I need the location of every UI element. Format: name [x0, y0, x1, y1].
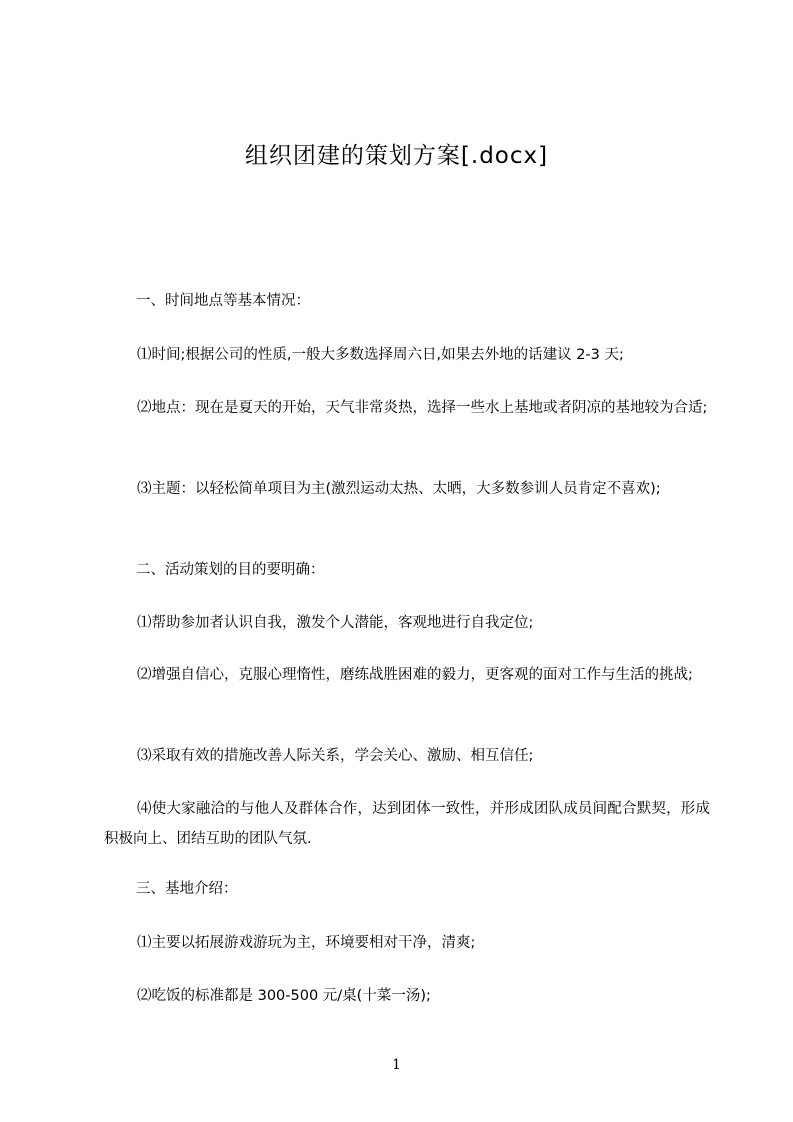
section-1-item-1: ⑴时间;根据公司的性质,一般大多数选择周六日,如果去外地的话建议 2-3 天;	[137, 347, 624, 363]
section-3-item-2: ⑵吃饭的标准都是 300-500 元/桌(十菜一汤);	[137, 988, 431, 1004]
section-3-item-1: ⑴主要以拓展游戏游玩为主，环境要相对干净，清爽;	[137, 935, 476, 951]
section-2-heading: 二、活动策划的目的要明确：	[136, 562, 325, 578]
section-1-heading: 一、时间地点等基本情况：	[136, 293, 310, 309]
section-2-item-3: ⑶采取有效的措施改善人际关系，学会关心、激励、相互信任;	[137, 748, 534, 764]
section-3-heading: 三、基地介绍：	[136, 881, 238, 897]
section-2-item-4: ⑷使大家融洽的与他人及群体合作，达到团体一致性，并形成团队成员间配合默契，形成积极向上、团结互助的团队气氛.	[104, 801, 710, 847]
section-1-item-2: ⑵地点：现在是夏天的开始，天气非常炎热，选择一些水上基地或者阴凉的基地较为合适;	[137, 400, 708, 416]
section-1-item-3: ⑶主题：以轻松简单项目为主(激烈运动太热、太晒，大多数参训人员肯定不喜欢);	[137, 481, 661, 497]
document-title: 组织团建的策划方案[.docx]	[244, 143, 549, 169]
section-2-item-1: ⑴帮助参加者认识自我，激发个人潜能，客观地进行自我定位;	[137, 615, 534, 631]
section-2-item-2: ⑵增强自信心，克服心理惰性，磨练战胜困难的毅力，更客观的面对工作与生活的挑战;	[137, 667, 693, 683]
page-number: 1	[392, 1057, 401, 1073]
